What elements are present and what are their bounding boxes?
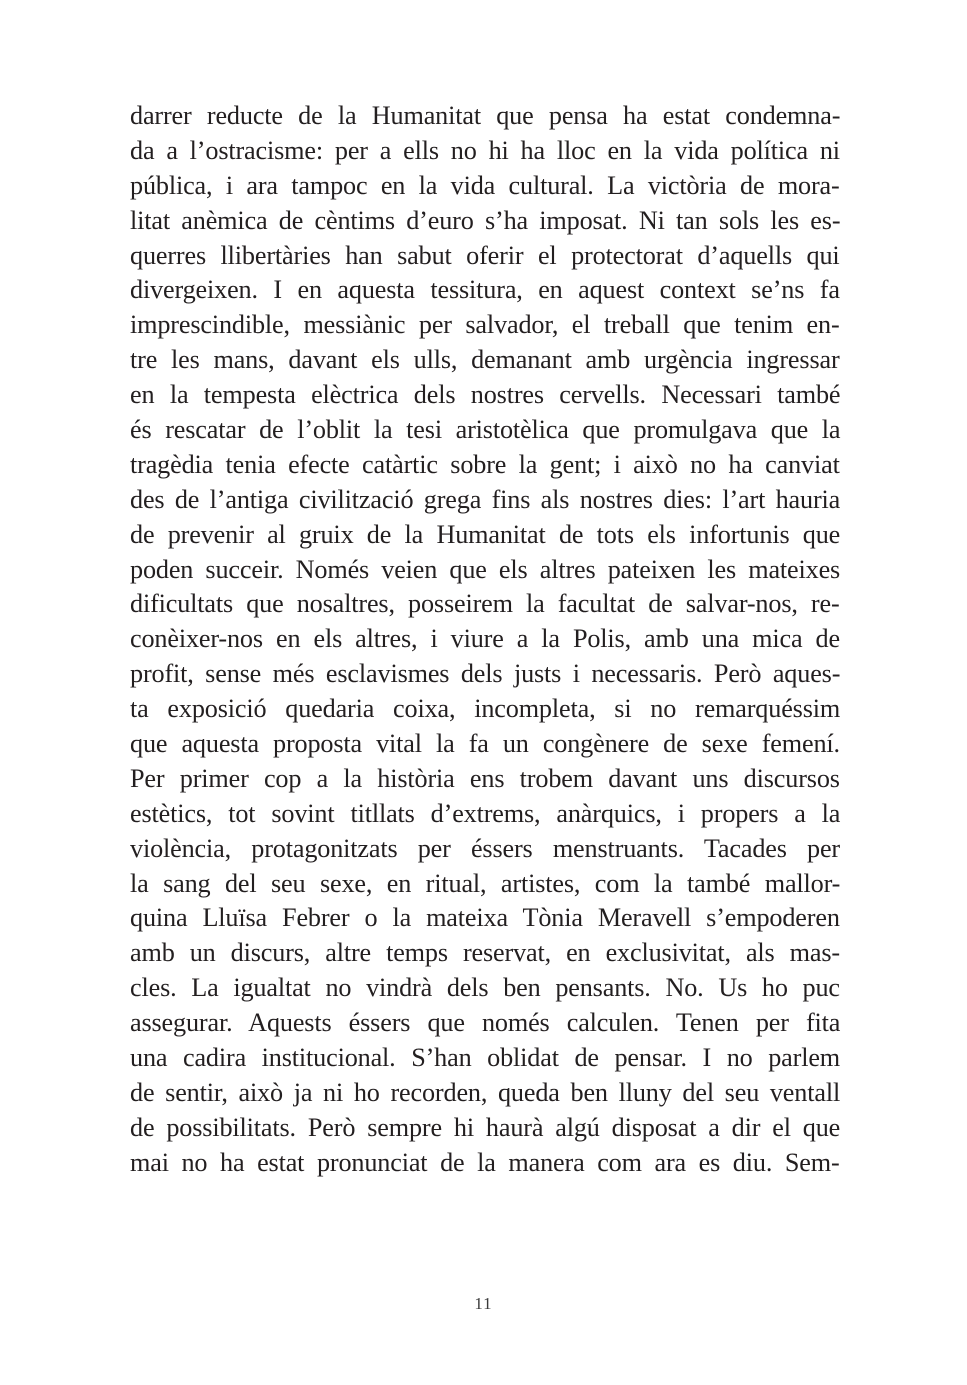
text-line: una cadira institucional. S’han oblidat de pensar. I no parlem bbox=[130, 1043, 841, 1073]
text-line: Per primer cop a la història ens trobem davant uns discursos bbox=[130, 763, 840, 793]
text-line: ta exposició quedaria coixa, incompleta, si no remarquéssim bbox=[130, 694, 841, 724]
text-line: dificultats que nosaltres, posseirem la facultat de salvar-nos, re- bbox=[130, 589, 840, 619]
body-text bbox=[130, 99, 840, 1181]
text-line: que aquesta proposta vital la fa un congènere de sexe femení. bbox=[130, 729, 840, 759]
page-number: 11 bbox=[474, 1294, 493, 1313]
text-line: litat anèmica de cèntims d’euro s’ha imposat. Ni tan sols les es- bbox=[130, 205, 841, 235]
text-line: de possibilitats. Però sempre hi haurà algú disposat a dir el que bbox=[130, 1112, 841, 1142]
text-line: imprescindible, messiànic per salvador, el treball que tenim en- bbox=[130, 310, 840, 340]
text-line: cles. La igualtat no vindrà dels ben pensants. No. Us ho puc bbox=[130, 973, 840, 1003]
text-line: da a l’ostracisme: per a ells no hi ha lloc en la vida política ni bbox=[130, 135, 840, 165]
text-line: poden succeir. Només veien que els altres pateixen les mateixes bbox=[130, 554, 841, 584]
text-line: és rescatar de l’oblit la tesi aristotèlica que promulgava que la bbox=[130, 415, 841, 445]
text-line: divergeixen. I en aquesta tessitura, en aquest context se’ns fa bbox=[130, 275, 840, 305]
text-line: de sentir, això ja ni ho recorden, queda ben lluny del seu ventall bbox=[130, 1077, 841, 1107]
text-line: de prevenir al gruix de la Humanitat de tots els infortunis que bbox=[130, 519, 841, 549]
text-line: des de l’antiga civilització grega fins als nostres dies: l’art hauria bbox=[130, 484, 841, 514]
text-line: quina Lluïsa Febrer o la mateixa Tònia Meravell s’empoderen bbox=[130, 903, 840, 933]
text-line: pública, i ara tampoc en la vida cultural. La victòria de mora- bbox=[130, 170, 840, 200]
text-line: violència, protagonitzats per éssers menstruants. Tacades per bbox=[130, 833, 840, 863]
text-line: estètics, tot sovint titllats d’extrems, anàrquics, i propers a la bbox=[130, 798, 841, 828]
text-line: tragèdia tenia efecte catàrtic sobre la gent; i això no ha canviat bbox=[130, 449, 840, 479]
text-line: la sang del seu sexe, en ritual, artistes, com la també mallor- bbox=[130, 868, 841, 898]
text-line: mai no ha estat pronunciat de la manera com ara es diu. Sem- bbox=[130, 1147, 840, 1177]
text-line: assegurar. Aquests éssers que només calculen. Tenen per fita bbox=[130, 1008, 841, 1038]
text-line: darrer reducte de la Humanitat que pensa ha estat condemna- bbox=[130, 101, 841, 130]
text-line: conèixer-nos en els altres, i viure a la Polis, amb una mica de bbox=[130, 624, 840, 654]
text-line: profit, sense més esclavismes dels justs i necessaris. Però aques- bbox=[130, 659, 841, 689]
text-line: amb un discurs, altre temps reservat, en exclusivitat, als mas- bbox=[130, 938, 840, 968]
text-line: en la tempesta elèctrica dels nostres cervells. Necessari també bbox=[130, 380, 841, 410]
text-line: querres llibertàries han sabut oferir el protectorat d’aquells qui bbox=[130, 240, 840, 270]
text-line: tre les mans, davant els ulls, demanant amb urgència ingressar bbox=[130, 345, 840, 375]
